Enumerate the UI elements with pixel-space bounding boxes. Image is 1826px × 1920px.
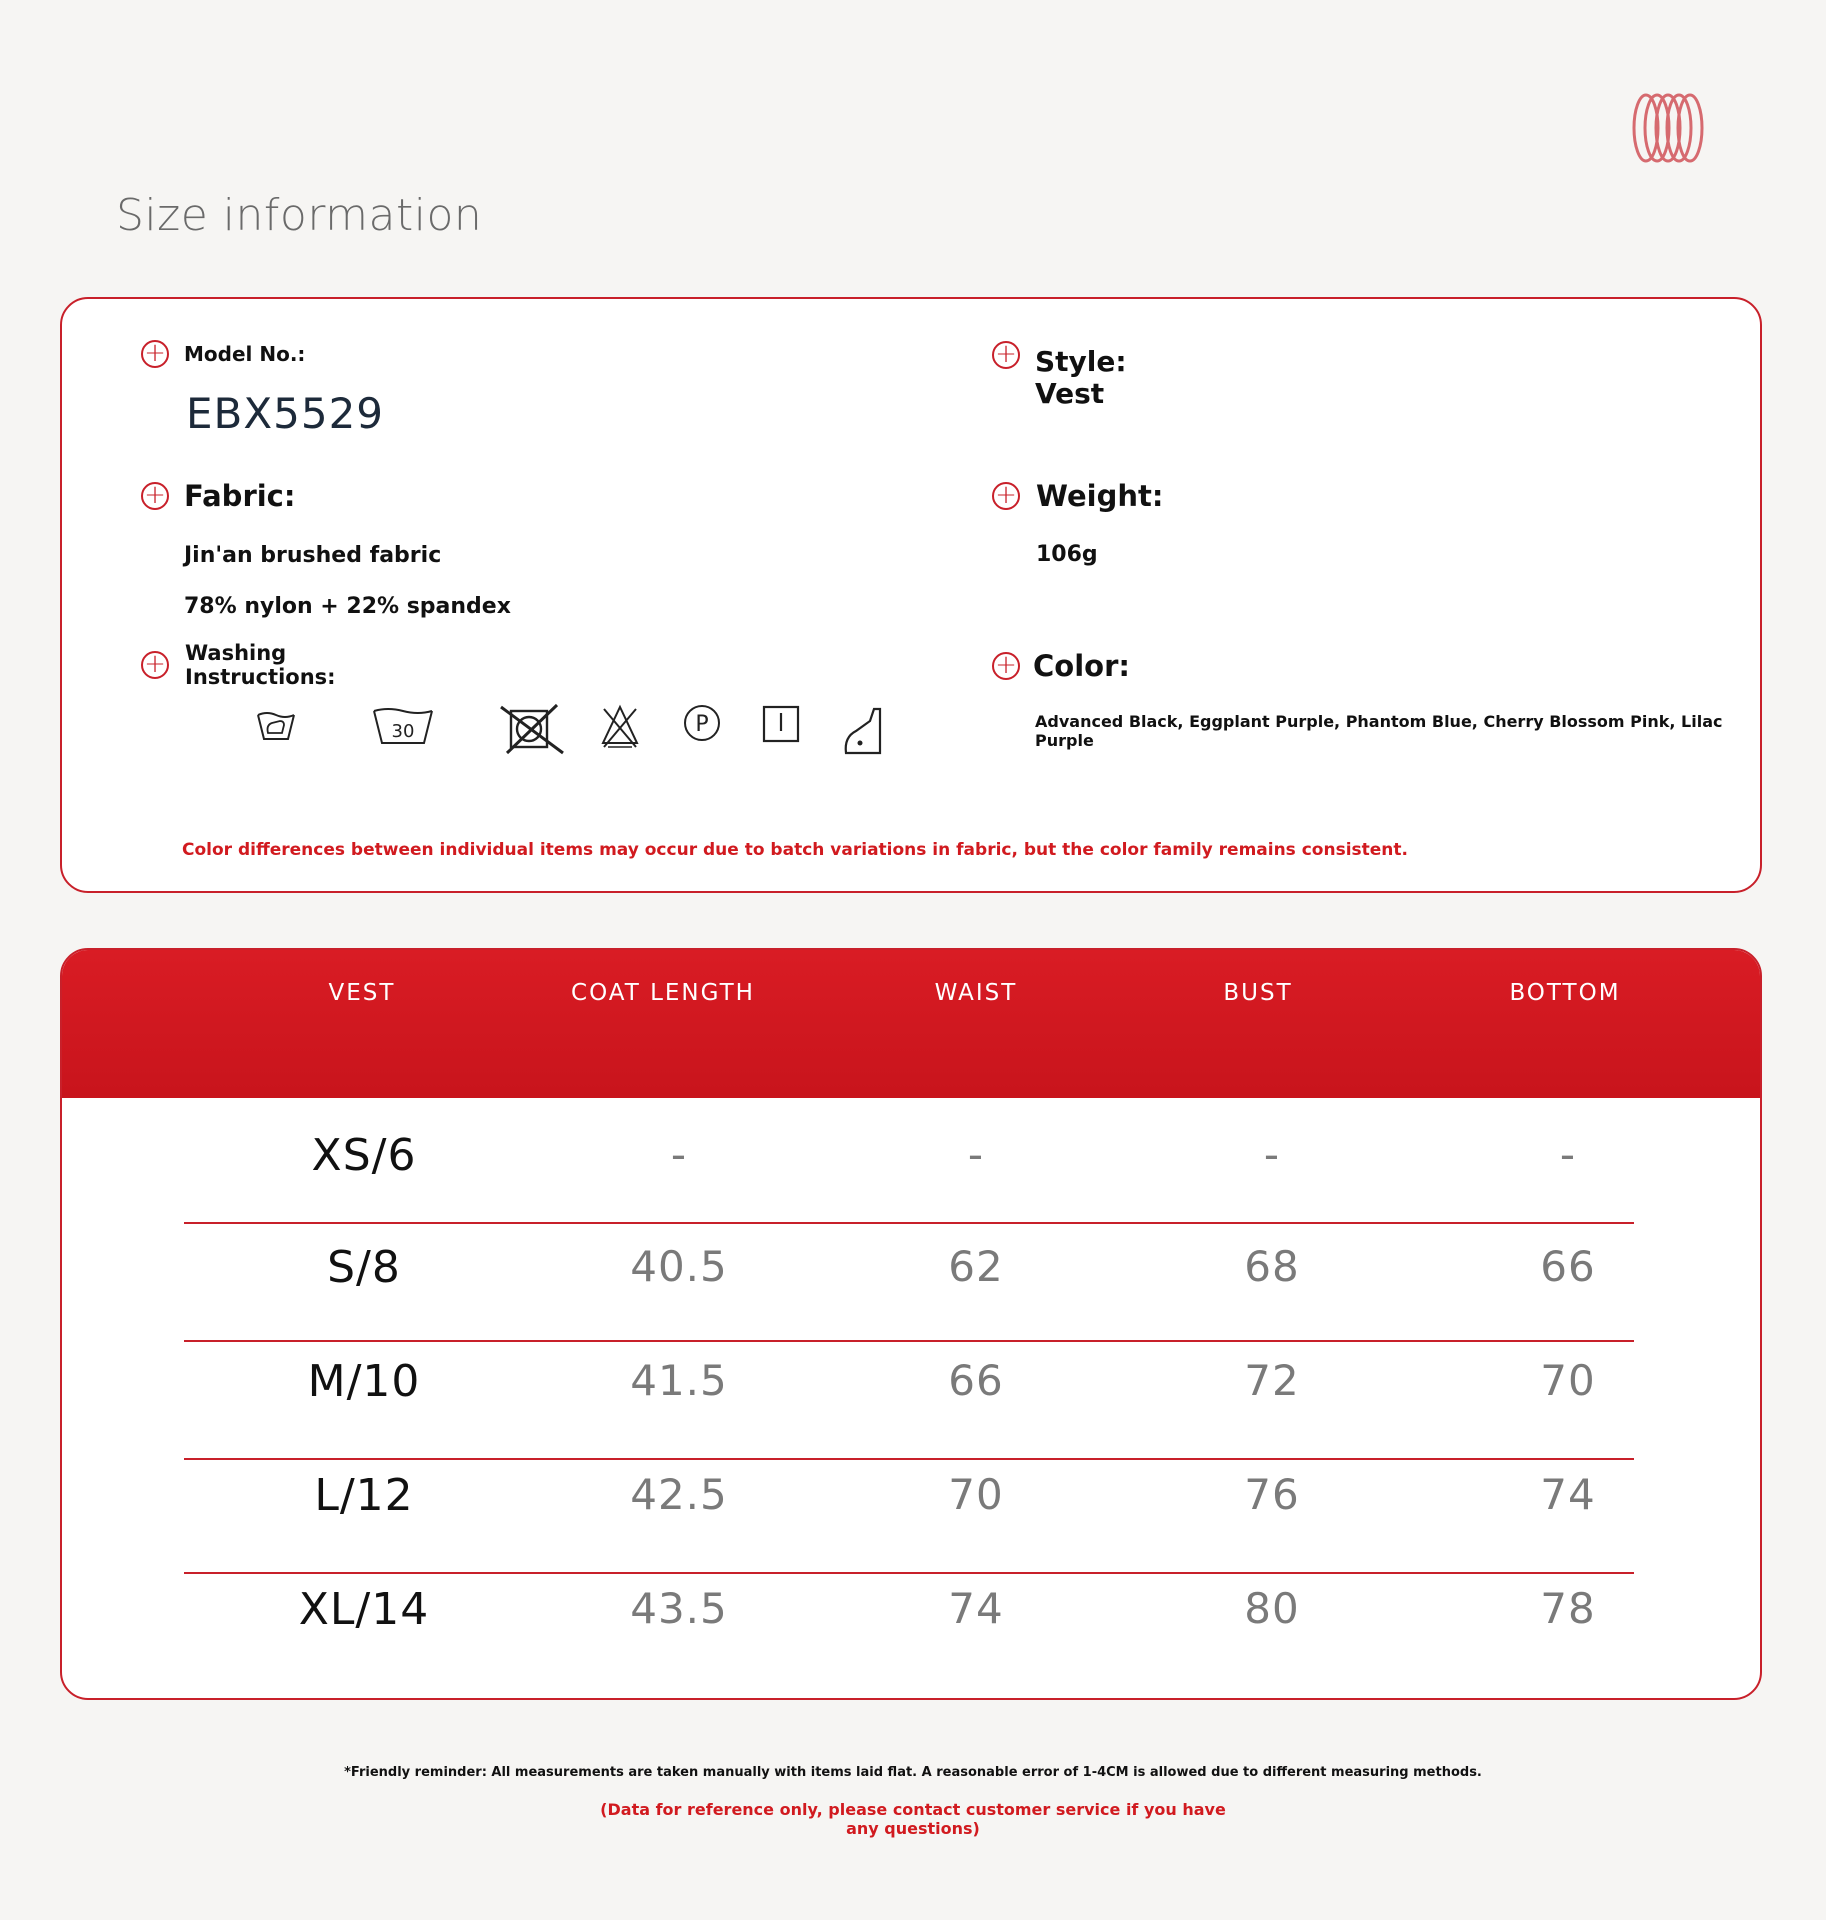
coat-length-value: 43.5 <box>630 1584 728 1633</box>
table-row <box>62 1356 1760 1470</box>
plus-icon: + <box>141 651 169 679</box>
table-row <box>62 1130 1760 1244</box>
row-divider <box>184 1222 1634 1224</box>
table-row <box>62 1470 1760 1584</box>
wash-30-icon <box>370 703 436 747</box>
professional-dry-clean-icon <box>682 703 722 747</box>
do-not-bleach-icon <box>600 703 640 751</box>
size-label: S/8 <box>327 1242 401 1293</box>
bust-value: 72 <box>1244 1356 1300 1405</box>
product-info-card <box>60 297 1762 893</box>
bust-value: - <box>1263 1130 1281 1179</box>
coat-length-value: - <box>670 1130 688 1179</box>
brand-logo-icon <box>1628 88 1708 168</box>
waist-value: 62 <box>948 1242 1004 1291</box>
waist-value: 74 <box>948 1584 1004 1633</box>
measurement-reminder: *Friendly reminder: All measurements are taken manually with items laid flat. A reasonable error of 1-4CM is allowed due to different measuring methods. <box>344 1765 1482 1780</box>
wash-temperature-label: 30 <box>391 721 415 742</box>
row-divider <box>184 1572 1634 1574</box>
fabric-line-1: Jin'an brushed fabric <box>184 543 442 568</box>
size-label: XS/6 <box>311 1130 417 1181</box>
reference-note-line-1: (Data for reference only, please contact customer service if you have <box>600 1800 1226 1819</box>
table-row <box>62 1584 1760 1698</box>
coat-length-value: 40.5 <box>630 1242 728 1291</box>
page-title: Size information <box>116 190 483 241</box>
bottom-value: 66 <box>1540 1242 1596 1291</box>
model-value: EBX5529 <box>186 389 385 438</box>
bottom-value: - <box>1559 1130 1577 1179</box>
plus-icon: + <box>992 652 1020 680</box>
row-divider <box>184 1340 1634 1342</box>
size-label: M/10 <box>307 1356 421 1407</box>
plus-icon: + <box>992 482 1020 510</box>
washing-label-1: Washing <box>185 641 287 665</box>
style-value: Vest <box>1035 377 1105 410</box>
plus-icon: + <box>141 482 169 510</box>
fabric-line-2: 78% nylon + 22% spandex <box>184 594 511 619</box>
dry-clean-label: P <box>695 712 709 737</box>
color-label: Color: <box>1033 649 1130 683</box>
size-label: L/12 <box>314 1470 414 1521</box>
bust-value: 80 <box>1244 1584 1300 1633</box>
washing-icons <box>192 703 872 763</box>
header-waist: WAIST <box>934 980 1018 1006</box>
size-label: XL/14 <box>298 1584 430 1635</box>
weight-value: 106g <box>1036 542 1098 567</box>
color-difference-note: Color differences between individual items may occur due to batch variations in fabric, but the color family remains consistent. <box>182 840 1408 860</box>
style-label: Style: <box>1035 345 1127 378</box>
size-table <box>60 948 1762 1700</box>
color-value: Advanced Black, Eggplant Purple, Phantom Blue, Cherry Blossom Pink, Lilac Purple <box>1035 712 1723 750</box>
waist-value: 70 <box>948 1470 1004 1519</box>
coat-length-value: 41.5 <box>630 1356 728 1405</box>
do-not-tumble-dry-icon <box>497 703 567 755</box>
plus-icon: + <box>992 341 1020 369</box>
waist-value: 66 <box>948 1356 1004 1405</box>
bust-value: 68 <box>1244 1242 1300 1291</box>
bottom-value: 70 <box>1540 1356 1596 1405</box>
header-vest: VEST <box>328 980 396 1006</box>
bottom-value: 78 <box>1540 1584 1596 1633</box>
row-divider <box>184 1458 1634 1460</box>
weight-label: Weight: <box>1036 479 1164 513</box>
line-dry-icon <box>760 703 804 747</box>
header-bust: BUST <box>1223 980 1293 1006</box>
fabric-label: Fabric: <box>184 479 296 513</box>
plus-icon: + <box>141 340 169 368</box>
size-table-header <box>62 950 1760 1098</box>
bottom-value: 74 <box>1540 1470 1596 1519</box>
reference-note-line-2: any questions) <box>846 1819 980 1838</box>
table-row <box>62 1242 1760 1356</box>
header-coat-length: COAT LENGTH <box>571 980 755 1006</box>
model-label: Model No.: <box>184 342 306 366</box>
iron-icon <box>838 703 888 763</box>
header-bottom: BOTTOM <box>1509 980 1621 1006</box>
coat-length-value: 42.5 <box>630 1470 728 1519</box>
waist-value: - <box>967 1130 985 1179</box>
washing-label-2: Instructions: <box>185 665 336 689</box>
hand-wash-icon <box>254 703 298 747</box>
bust-value: 76 <box>1244 1470 1300 1519</box>
